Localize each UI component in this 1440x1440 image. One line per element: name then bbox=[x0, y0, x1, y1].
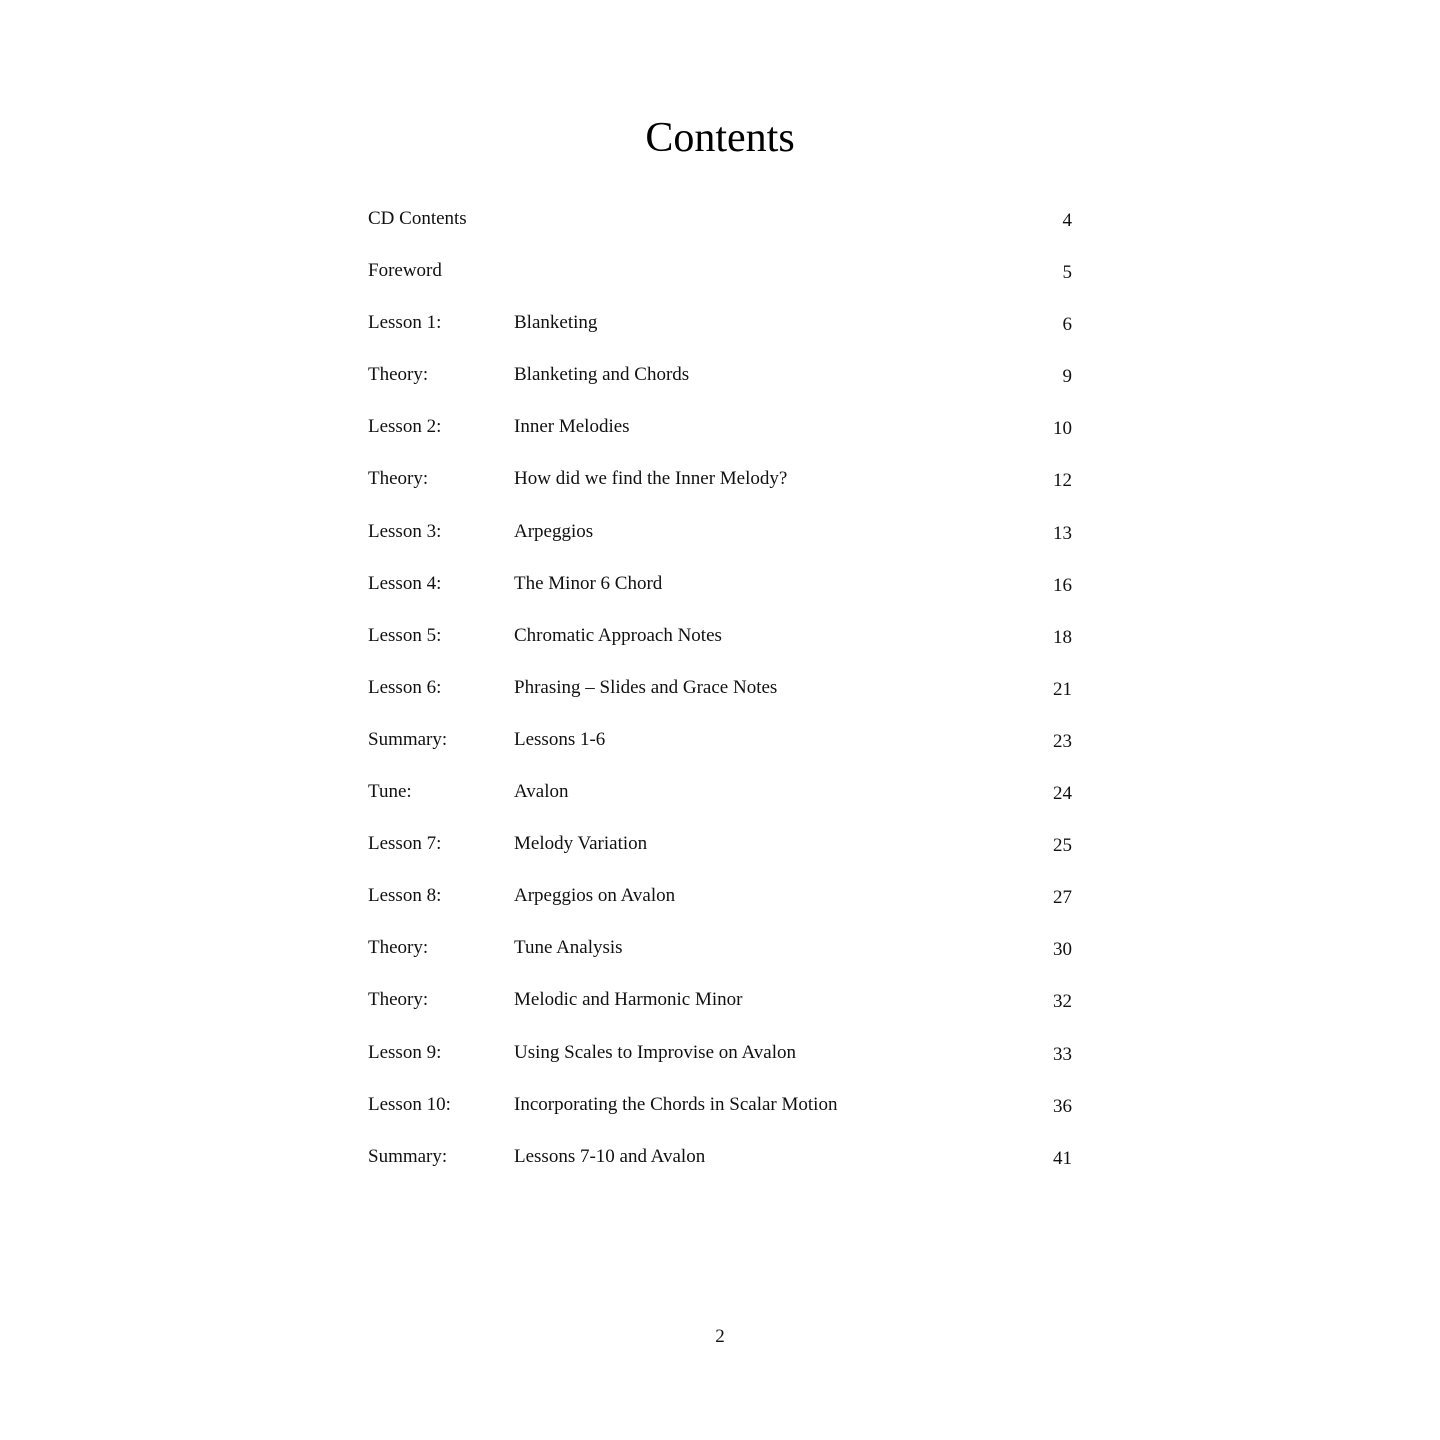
toc-entry-page: 23 bbox=[1053, 730, 1072, 752]
toc-entry-page: 21 bbox=[1053, 678, 1072, 700]
toc-entry-page: 36 bbox=[1053, 1095, 1072, 1117]
toc-entry bbox=[368, 613, 1076, 665]
toc-entry-title: Using Scales to Improvise on Avalon bbox=[514, 1041, 796, 1063]
toc-entry-label: Lesson 8: bbox=[368, 885, 442, 907]
toc-entry-label: Lesson 9: bbox=[368, 1041, 442, 1063]
toc-entry bbox=[368, 665, 1076, 717]
toc-entry-label: Lesson 4: bbox=[368, 572, 442, 594]
toc-entry bbox=[368, 717, 1076, 769]
toc-entry-label: Theory: bbox=[368, 937, 429, 959]
toc-entry bbox=[368, 1030, 1076, 1082]
toc-entry-title: Arpeggios bbox=[514, 520, 594, 542]
toc-entry bbox=[368, 1082, 1076, 1134]
toc-entry-page: 4 bbox=[1062, 210, 1072, 231]
toc-entry-label: Lesson 3: bbox=[368, 520, 442, 542]
toc-entry-title: Melody Variation bbox=[514, 833, 648, 855]
toc-entry-label: Lesson 5: bbox=[368, 624, 442, 646]
toc-entry-page: 10 bbox=[1053, 418, 1072, 440]
toc-entry-page: 12 bbox=[1053, 470, 1072, 492]
toc-entry-title: The Minor 6 Chord bbox=[514, 572, 663, 594]
toc-entry bbox=[368, 196, 1076, 248]
toc-entry-page: 33 bbox=[1053, 1043, 1072, 1065]
toc-entry-page: 16 bbox=[1053, 574, 1072, 596]
table-of-contents bbox=[368, 196, 1076, 1186]
toc-entry-title: Blanketing and Chords bbox=[514, 364, 690, 386]
toc-entry-page: 25 bbox=[1053, 835, 1072, 857]
toc-entry-label: Lesson 2: bbox=[368, 416, 442, 438]
toc-entry-title: How did we find the Inner Melody? bbox=[514, 468, 788, 490]
toc-entry-title: Incorporating the Chords in Scalar Motion bbox=[514, 1093, 838, 1115]
toc-entry-label: Summary: bbox=[368, 1145, 448, 1167]
toc-entry-title: Arpeggios on Avalon bbox=[514, 885, 676, 907]
toc-entry bbox=[368, 873, 1076, 925]
toc-entry-page: 13 bbox=[1053, 522, 1072, 544]
toc-entry-label: Foreword bbox=[368, 260, 442, 282]
toc-entry bbox=[368, 404, 1076, 456]
toc-entry-title: Avalon bbox=[514, 781, 569, 803]
toc-entry-page: 6 bbox=[1062, 314, 1072, 336]
page-title: Contents bbox=[645, 115, 795, 161]
toc-entry-page: 18 bbox=[1053, 626, 1072, 648]
toc-entry-page: 27 bbox=[1053, 887, 1072, 909]
toc-entry-label: Lesson 7: bbox=[368, 833, 442, 855]
toc-entry-page: 5 bbox=[1062, 262, 1072, 284]
toc-entry-page: 24 bbox=[1053, 783, 1072, 805]
toc-entry-label: Lesson 1: bbox=[368, 312, 442, 334]
toc-entry-page: 32 bbox=[1053, 991, 1072, 1013]
toc-entry-title: Phrasing – Slides and Grace Notes bbox=[514, 676, 778, 698]
toc-entry-label: Lesson 6: bbox=[368, 676, 442, 698]
toc-entry-title: Tune Analysis bbox=[514, 937, 623, 959]
toc-entry-title: Inner Melodies bbox=[514, 416, 630, 438]
toc-entry-label: Theory: bbox=[368, 364, 429, 386]
toc-entry-page: 30 bbox=[1053, 939, 1072, 961]
toc-entry-label: Tune: bbox=[368, 781, 412, 803]
toc-entry bbox=[368, 561, 1076, 613]
toc-entry bbox=[368, 769, 1076, 821]
page-number: 2 bbox=[715, 1326, 725, 1347]
toc-entry-label: Theory: bbox=[368, 468, 429, 490]
toc-entry bbox=[368, 509, 1076, 561]
toc-entry bbox=[368, 977, 1076, 1029]
toc-entry bbox=[368, 456, 1076, 508]
toc-entry-title: Lessons 1-6 bbox=[514, 728, 606, 750]
toc-entry-title: Lessons 7-10 and Avalon bbox=[514, 1145, 706, 1167]
toc-entry-label: Theory: bbox=[368, 989, 429, 1011]
toc-entry-label: CD Contents bbox=[368, 208, 467, 229]
toc-entry-label: Summary: bbox=[368, 728, 448, 750]
toc-entry bbox=[368, 821, 1076, 873]
toc-entry bbox=[368, 352, 1076, 404]
toc-entry-title: Chromatic Approach Notes bbox=[514, 624, 722, 646]
toc-entry bbox=[368, 925, 1076, 977]
toc-entry-title: Melodic and Harmonic Minor bbox=[514, 989, 743, 1011]
toc-entry-page: 41 bbox=[1053, 1147, 1072, 1169]
toc-entry-title: Blanketing bbox=[514, 312, 598, 334]
toc-entry-label: Lesson 10: bbox=[368, 1093, 451, 1115]
toc-entry bbox=[368, 300, 1076, 352]
toc-entry bbox=[368, 1134, 1076, 1186]
toc-entry bbox=[368, 248, 1076, 300]
toc-entry-page: 9 bbox=[1062, 366, 1072, 388]
